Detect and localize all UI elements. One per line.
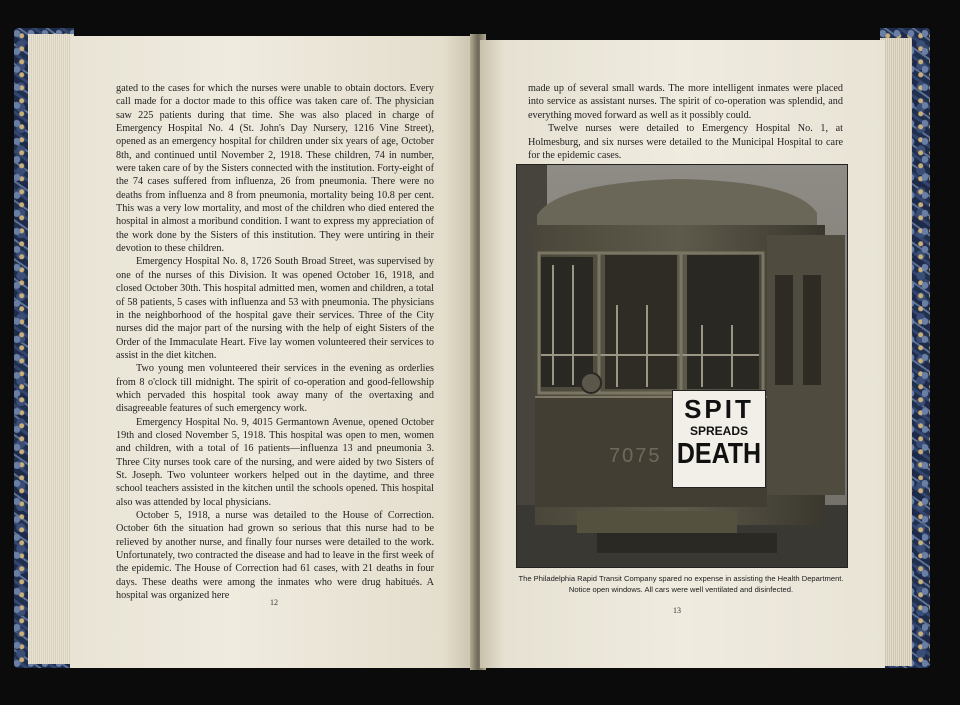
sign-word-spit: SPIT [684,394,754,424]
paragraph: Emergency Hospital No. 8, 1726 South Broad Street, was supervised by one of the nurses of this Division. It was opened October 16, 1918, and closed October 30th. This hospital admitted men, women and children, a total of 58 patients, 5 cases with influenza and 53 with pneumonia. The physicians in the neighborhood of the hospital gave their services. Three of the City nurses did the major part of the nursing with the help of eight Sisters of the Order of the Immaculate Heart. Five lay women volunteered their services to assist in the diet kitchen. [116,256,434,361]
right-page-text [528,82,843,162]
trolley-illustration [517,165,847,567]
paragraph: Twelve nurses were detailed to Emergency Hospital No. 1, at Holmesburg, and six nurses were detailed to the Municipal Hospital to care for the epidemic cases. [528,123,843,162]
sign-word-death: DEATH [676,437,762,471]
paragraph: October 5, 1918, a nurse was detailed to the House of Correction. October 6th the situation had grown so serious that this nurse had to be relieved by another nurse, and finally four nurses were detailed to the work. Unfortunately, two contracted the disease and had to leave in the first week of the epidemic. The House of Correction had 61 cases, with 21 deaths in four days. These deaths were among the inmates who were drug habitués. A hospital was organized here [116,510,434,602]
spit-spreads-death-sign [672,390,766,488]
left-page [70,36,475,668]
page-number-left: 12 [270,598,278,607]
page-stack-left [28,34,74,664]
paragraph: gated to the cases for which the nurses were unable to obtain doctors. Every call made for a doctor made to this office was taken care of. The physician saw 225 patients during that time. She was also placed in charge of Emergency Hospital No. 4 (St. John's Day Nursery, 1216 Vine Street), opened as an emergency hospital for children under six years of age, October 8th, and continued until November 2, 1918. These children, 74 in number, were taken care of by the Sisters connected with the institution. Forty-eight of the 74 cases suffered from influenza, 26 from pneumonia. There were no deaths from influenza and 8 from pneumonia, mortality being 10.8 per cent. This was a very low mortality, and most of the children who died entered the hospital in almost a moribund condition. I want to express my appreciation of the work done by the Sisters of this institution. They were untiring in their devotion to these children. [116,83,434,255]
left-page-text [116,82,434,602]
trolley-photo [516,164,848,568]
page-number-right: 13 [673,606,681,615]
paragraph: made up of several small wards. The more intelligent inmates were placed into service as assistant nurses. The spirit of co-operation was splendid, and everything moved forward as well as it possibly could. [528,83,843,121]
photo-caption: The Philadelphia Rapid Transit Company spared no expense in assisting the Health Department. Notice open windows. All cars were well ventilated and disinfected. [518,574,844,594]
paragraph: Emergency Hospital No. 9, 4015 Germantown Avenue, opened October 19th and closed November 5, 1918. This hospital was open to men, women and children, with a total of 16 patients—influenza 13 and pneumonia 3. Three City nurses took care of the nursing, and were aided by two Sisters of St. Joseph. Two volunteer workers helped out in the daytime, and three school teachers assisted in the kitchen until the schools opened. This hospital also was attended by local physicians. [116,416,434,508]
right-page [480,40,885,668]
car-number: 7075 [609,445,662,467]
paragraph: Two young men volunteered their services in the evening as orderlies from 8 o'clock till midnight. The spirit of co-operation and good-fellowship which pervaded this hospital took away many of the overtaxing and disagreeable features of such emergency work. [116,363,434,415]
sign-word-spreads: SPREADS [689,424,748,438]
